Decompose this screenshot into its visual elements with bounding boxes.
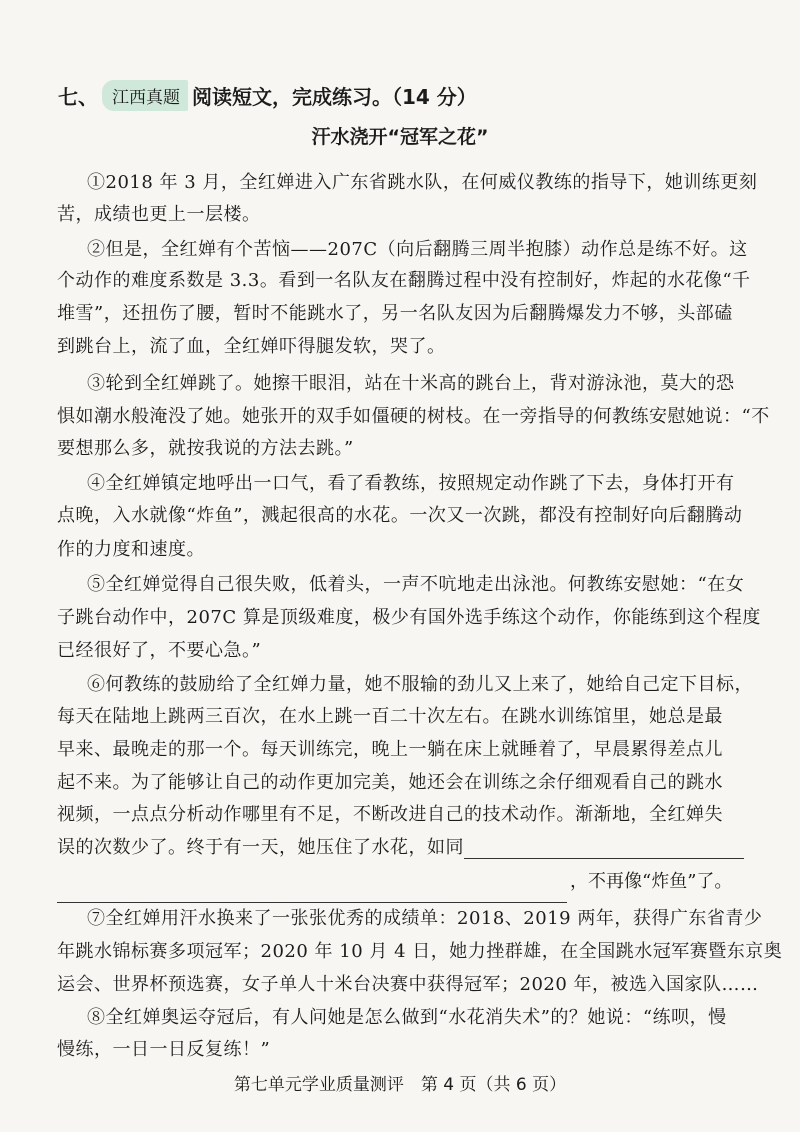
answer-blank-continuation[interactable] <box>57 878 567 903</box>
text-line: 个动作的难度系数是 3.3。看到一名队友在翻腾过程中没有控制好，炸起的水花像“千 <box>57 270 751 291</box>
text-line: 已经很好了，不要心急。” <box>57 640 262 661</box>
text-line: ③轮到全红婵跳了。她擦干眼泪，站在十米高的跳台上，背对游泳池，莫大的恐 <box>87 373 735 394</box>
text-line-with-blank <box>57 833 744 859</box>
text-line: ⑥何教练的鼓励给了全红婵力量，她不服输的劲儿又上来了，她给自己定下目标， <box>87 674 753 695</box>
question-number: 七、 <box>58 85 98 109</box>
text-line: 点晚，入水就像“炸鱼”，溅起很高的水花。一次又一次跳，都没有控制好向后翻腾动 <box>57 505 743 526</box>
text-line: 每天在陆地上跳两三百次，在水上跳一百二十次左右。在跳水训练馆里，她总是最 <box>57 706 723 727</box>
text-line: ②但是，全红婵有个苦恼——207C（向后翻腾三周半抱膝）动作总是练不好。这 <box>87 239 748 260</box>
text-line: 早来、最晚走的那一个。每天训练完，晚上一躺在床上就睡着了，早晨累得差点儿 <box>57 739 723 760</box>
text-line: ⑦全红婵用汗水换来了一张张优秀的成绩单：2018、2019 两年，获得广东省青少 <box>87 908 763 929</box>
passage-title: 汗水浇开“冠军之花” <box>311 126 489 148</box>
text-line: 视频，一点点分析动作哪里有不足，不断改进自己的技术动作。渐渐地，全红婵失 <box>57 804 723 825</box>
answer-blank[interactable] <box>464 840 744 859</box>
question-header <box>58 80 477 111</box>
page-footer: 第七单元学业质量测评 第 4 页（共 6 页） <box>233 1075 567 1095</box>
text-line: 到跳台上，流了血，全红婵吓得腿发软，哭了。 <box>57 336 446 357</box>
text-line: ⑤全红婵觉得自己很失败，低着头，一声不吭地走出泳池。何教练安慰她：“在女 <box>87 574 745 595</box>
text-line: 子跳台动作中，207C 算是顶级难度，极少有国外选手练这个动作，你能练到这个程度 <box>57 607 761 628</box>
text-line: 年跳水锦标赛多项冠军；2020 年 10 月 4 日，她力挫群雄，在全国跳水冠军赛暨东京奥 <box>57 941 783 962</box>
text-line: ⑧全红婵奥运夺冠后，有人问她是怎么做到“水花消失术”的？她说：“练呗，慢 <box>87 1007 727 1028</box>
text-line: 误的次数少了。终于有一天，她压住了水花，如同 <box>57 837 464 858</box>
text-line: 作的力度和速度。 <box>57 539 205 560</box>
text-line: 慢练，一日一日反复练！” <box>57 1039 271 1060</box>
text-line: ，不再像“炸鱼”了。 <box>570 871 733 892</box>
text-line: 要想那么多，就按我说的方法去跳。” <box>57 438 354 459</box>
text-line: 苦，成绩也更上一层楼。 <box>57 204 261 225</box>
text-line: 堆雪”，还扭伤了腰，暂时不能跳水了，另一名队友因为后翻腾爆发力不够，头部磕 <box>57 303 733 324</box>
question-instruction: 阅读短文，完成练习。（14 分） <box>192 85 477 109</box>
text-line: 起不来。为了能够让自己的动作更加完美，她还会在训练之余仔细观看自己的跳水 <box>57 772 723 793</box>
text-line: 运会、世界杯预选赛，女子单人十米台决赛中获得冠军；2020 年，被选入国家队…… <box>57 974 759 995</box>
source-tag: 江西真题 <box>102 80 188 111</box>
text-line: ①2018 年 3 月，全红婵进入广东省跳水队，在何威仪教练的指导下，她训练更刻 <box>87 172 758 193</box>
text-line: 惧如潮水般淹没了她。她张开的双手如僵硬的树枝。在一旁指导的何教练安慰她说：“不 <box>57 406 770 427</box>
text-line: ④全红婵镇定地呼出一口气，看了看教练，按照规定动作跳了下去，身体打开有 <box>87 473 735 494</box>
